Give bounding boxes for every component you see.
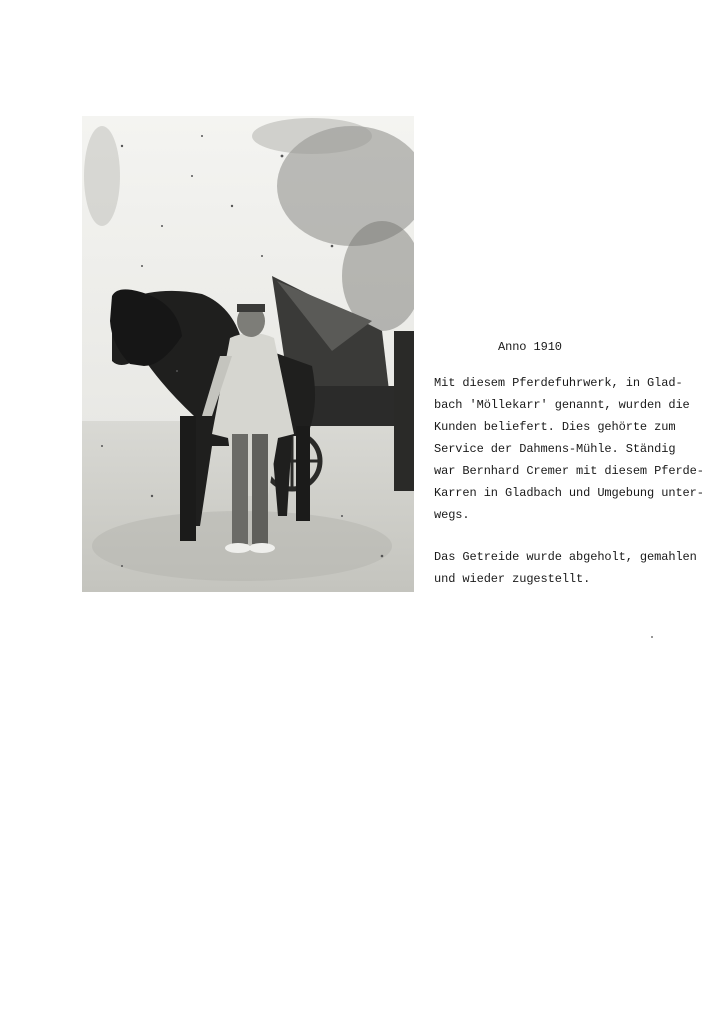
paragraph-1-line: Karren in Gladbach und Umgebung unter- bbox=[434, 486, 704, 500]
paragraph-1-line: war Bernhard Cremer mit diesem Pferde- bbox=[434, 464, 704, 478]
paragraph-1-line: Service der Dahmens-Mühle. Ständig bbox=[434, 442, 676, 456]
scan-speck bbox=[651, 636, 653, 638]
paragraph-spacer bbox=[434, 526, 719, 546]
paragraph-1-line: Kunden beliefert. Dies gehörte zum bbox=[434, 420, 676, 434]
caption-text-block bbox=[434, 336, 719, 590]
paragraph-1-line: wegs. bbox=[434, 508, 470, 522]
paragraph-2-line: und wieder zugestellt. bbox=[434, 572, 591, 586]
historic-photo-horse-cart-icon bbox=[82, 116, 414, 592]
paragraph-1-line: bach 'Möllekarr' genannt, wurden die bbox=[434, 398, 690, 412]
paragraph-2-line: Das Getreide wurde abgeholt, gemahlen bbox=[434, 550, 697, 564]
paragraph-1-line: Mit diesem Pferdefuhrwerk, in Glad- bbox=[434, 376, 683, 390]
caption-heading: Anno 1910 bbox=[498, 340, 562, 354]
